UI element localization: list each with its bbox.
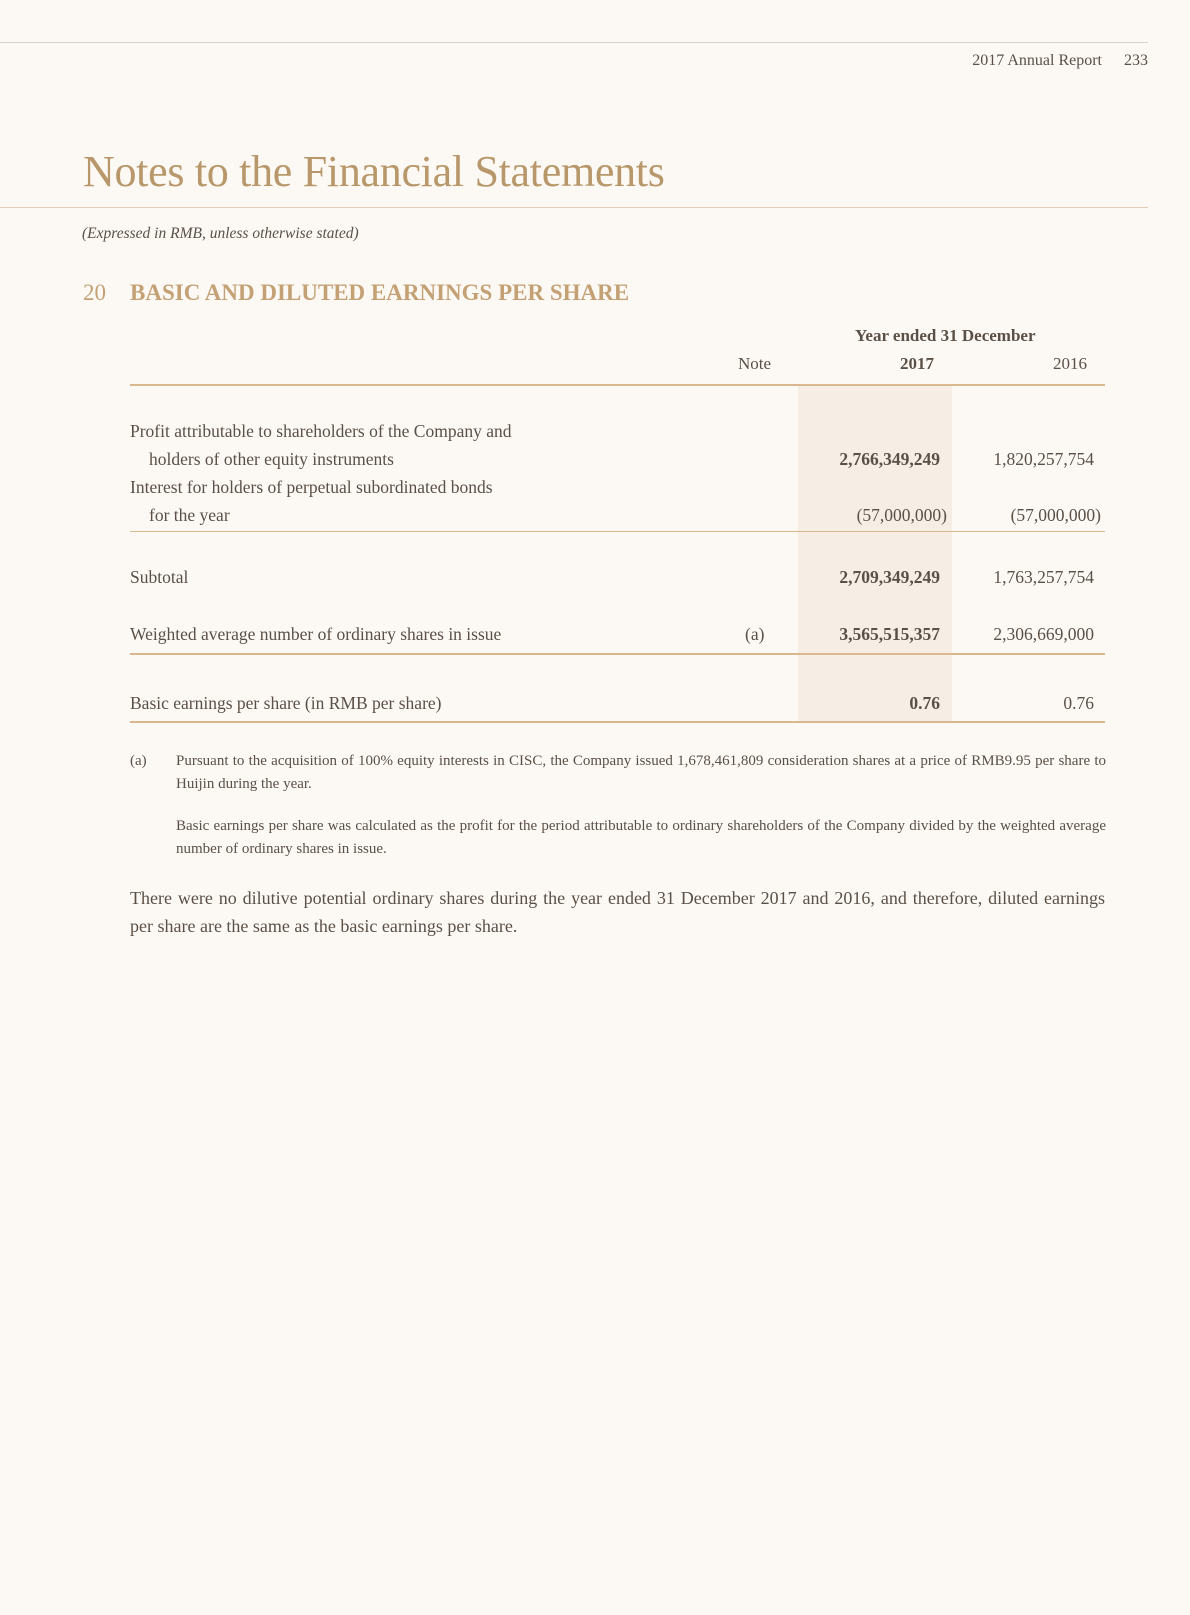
header-rule (130, 384, 1105, 386)
row-label: Weighted average number of ordinary shares in issue (130, 624, 502, 644)
col-header-2016: 2016 (1053, 354, 1087, 373)
cell-2017: 2,709,349,249 (839, 567, 940, 587)
cell-2017: 0.76 (909, 693, 940, 713)
cell-2017: (57,000,000) (856, 505, 947, 525)
report-title: 2017 Annual Report (972, 52, 1102, 69)
page-subtitle: (Expressed in RMB, unless otherwise stated) (82, 225, 359, 242)
col-header-2017: 2017 (900, 354, 934, 373)
section-number: 20 (83, 280, 106, 305)
cell-2016: 0.76 (1063, 693, 1094, 713)
row-label-cont: holders of other equity instruments (149, 449, 394, 469)
cell-2017: 2,766,349,249 (839, 449, 940, 469)
row-label: Basic earnings per share (in RMB per share) (130, 693, 442, 713)
footnote-marker-a: (a) (130, 753, 147, 769)
page-title: Notes to the Financial Statements (83, 147, 665, 196)
note-ref-a: (a) (745, 624, 765, 644)
cell-2017: 3,565,515,357 (839, 624, 940, 644)
row-label: Profit attributable to shareholders of the Company and (130, 421, 512, 441)
cell-2016: (57,000,000) (1010, 505, 1101, 525)
running-header (972, 52, 1148, 70)
section-title: BASIC AND DILUTED EARNINGS PER SHARE (130, 280, 630, 305)
cell-2016: 1,763,257,754 (993, 567, 1094, 587)
closing-paragraph: There were no dilutive potential ordinary shares during the year ended 31 December 2017 and 2016, and therefore, diluted earnings per share are the same as the basic earnings per share. (130, 888, 1105, 936)
row-label: Interest for holders of perpetual subordinated bonds (130, 477, 493, 497)
cell-2016: 2,306,669,000 (993, 624, 1094, 644)
row-label-cont: for the year (149, 505, 230, 525)
cell-2016: 1,820,257,754 (993, 449, 1094, 469)
row-label: Subtotal (130, 567, 189, 587)
top-rule (0, 42, 1148, 43)
page-number: 233 (1124, 52, 1148, 69)
highlighted-2017-column (798, 386, 952, 722)
footnote-a-para1: Pursuant to the acquisition of 100% equity interests in CISC, the Company issued 1,678,461,809 consideration shares at a price of RMB9.95 per share to Huijin during the year. (176, 753, 1106, 792)
subtotal-rule (130, 531, 1105, 532)
period-header: Year ended 31 December (855, 326, 1036, 345)
table-bottom-rule (130, 721, 1105, 723)
title-rule (0, 207, 1148, 208)
section-heading (83, 280, 629, 306)
eps-rule (130, 653, 1105, 655)
col-header-note: Note (738, 354, 772, 373)
footnote-a-para2: Basic earnings per share was calculated as the profit for the period attributable to ordinary shareholders of the Company divided by the weighted average number of ordinary shares in issue. (176, 818, 1106, 857)
